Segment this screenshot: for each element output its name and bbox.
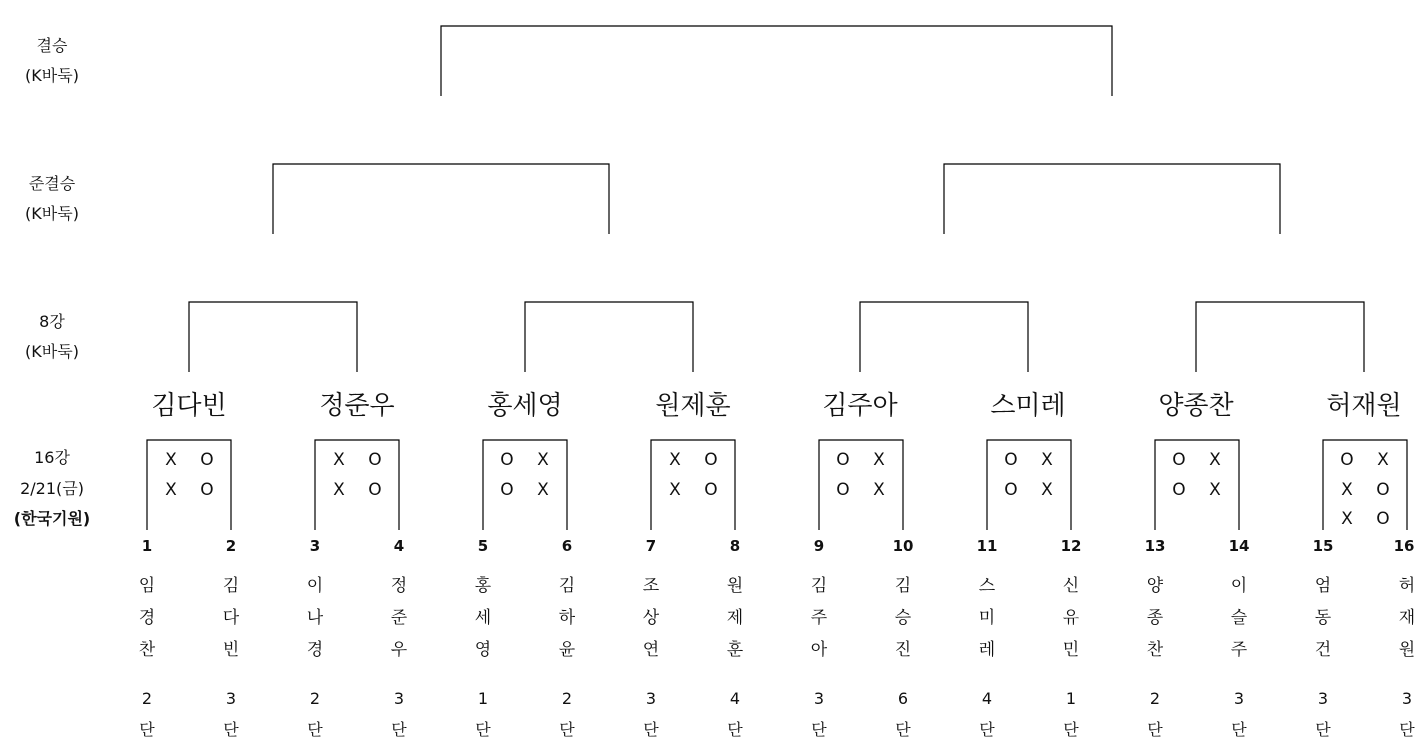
player-13 <box>1145 537 1166 739</box>
match-bracket-line <box>651 440 735 530</box>
player-rank-char: 단 <box>1231 720 1247 739</box>
player-14 <box>1229 537 1250 739</box>
player-seed: 6 <box>561 537 573 555</box>
player-seed: 1 <box>141 537 153 555</box>
player-name-char: 찬 <box>138 640 156 660</box>
player-rank-char: 2 <box>309 689 321 708</box>
game-result-mark: X <box>537 480 549 500</box>
player-rank-char: 6 <box>897 689 909 708</box>
player-seed: 7 <box>645 537 657 555</box>
player-rank-char: 단 <box>1315 720 1331 739</box>
semi-bracket-line-right <box>944 164 1280 234</box>
player-rank-char: 3 <box>225 689 237 708</box>
quarter-winner-name: 양종찬 <box>1158 391 1234 421</box>
game-result-mark: X <box>537 450 549 470</box>
game-result-mark: O <box>704 450 718 470</box>
player-seed: 9 <box>813 537 825 555</box>
player-name-char: 김 <box>894 576 912 596</box>
player-rank-char: 1 <box>477 689 489 708</box>
player-name-char: 양 <box>1146 576 1164 596</box>
player-rank-char: 단 <box>727 720 743 739</box>
player-rank-char: 3 <box>645 689 657 708</box>
player-rank-char: 3 <box>813 689 825 708</box>
game-result-mark: O <box>200 450 214 470</box>
round-final-venue: (K바둑) <box>25 66 79 85</box>
player-9 <box>811 537 828 739</box>
player-seed: 16 <box>1393 537 1415 555</box>
player-name-char: 김 <box>222 576 240 596</box>
round-final-name: 결승 <box>36 36 68 55</box>
round-quarter-venue: (K바둑) <box>25 342 79 361</box>
quarter-winner-name: 원제훈 <box>655 391 731 421</box>
quarter-bracket-line-4 <box>1196 302 1364 372</box>
player-rank-char: 단 <box>811 720 827 739</box>
match-bracket-line <box>987 440 1071 530</box>
match-bracket-line <box>147 440 231 530</box>
game-result-mark: X <box>333 480 345 500</box>
quarter-winner-name: 김주아 <box>822 391 898 421</box>
round-labels <box>14 36 90 528</box>
player-name-char: 다 <box>222 608 240 628</box>
match-6 <box>987 440 1071 530</box>
player-name-char: 민 <box>1062 640 1080 660</box>
game-result-mark: O <box>1376 480 1390 500</box>
match-7 <box>1155 440 1239 530</box>
quarter-bracket-line-3 <box>860 302 1028 372</box>
game-result-mark: X <box>1041 450 1053 470</box>
player-rank-char: 단 <box>1063 720 1079 739</box>
quarter-winners <box>151 391 1401 421</box>
player-seed: 11 <box>976 537 998 555</box>
player-name-char: 슬 <box>1230 608 1248 628</box>
quarter-winner-name: 정준우 <box>319 391 395 421</box>
player-seed: 3 <box>309 537 321 555</box>
game-result-mark: X <box>333 450 345 470</box>
game-result-mark: X <box>1341 480 1353 500</box>
semi-bracket-line-left <box>273 164 609 234</box>
game-result-mark: O <box>836 480 850 500</box>
player-name-char: 준 <box>390 608 408 628</box>
player-name-char: 연 <box>642 640 660 660</box>
game-result-mark: X <box>1209 480 1221 500</box>
quarter-winner-name: 스미레 <box>990 391 1066 421</box>
player-name-char: 정 <box>390 576 408 596</box>
player-6 <box>559 537 576 739</box>
player-name-char: 아 <box>810 640 828 660</box>
round-quarter-name: 8강 <box>39 312 65 331</box>
player-name-char: 영 <box>474 640 492 660</box>
player-name-char: 빈 <box>222 640 240 660</box>
match-4 <box>651 440 735 530</box>
player-name-char: 경 <box>138 608 156 628</box>
match-2 <box>315 440 399 530</box>
player-rank-char: 단 <box>223 720 239 739</box>
player-seed: 15 <box>1312 537 1334 555</box>
player-name-char: 주 <box>810 608 828 628</box>
player-seed: 10 <box>892 537 914 555</box>
player-5 <box>475 537 492 739</box>
player-name-char: 조 <box>642 576 660 596</box>
player-12 <box>1061 537 1082 739</box>
player-name-char: 엄 <box>1314 576 1332 596</box>
player-rank-char: 단 <box>643 720 659 739</box>
match-8 <box>1323 440 1407 530</box>
game-result-mark: O <box>1376 509 1390 529</box>
player-name-char: 유 <box>1062 608 1080 628</box>
player-rank-char: 단 <box>307 720 323 739</box>
player-rank-char: 단 <box>559 720 575 739</box>
player-name-char: 나 <box>306 608 324 628</box>
player-name-char: 원 <box>1398 640 1416 660</box>
game-result-mark: X <box>1041 480 1053 500</box>
player-rank-char: 단 <box>139 720 155 739</box>
player-name-char: 제 <box>726 608 744 628</box>
player-name-char: 재 <box>1398 608 1416 628</box>
player-name-char: 종 <box>1146 608 1164 628</box>
match-1 <box>147 440 231 530</box>
player-seed: 4 <box>393 537 405 555</box>
player-name-char: 우 <box>390 640 408 660</box>
player-name-char: 윤 <box>558 640 576 660</box>
game-result-mark: O <box>1172 480 1186 500</box>
player-rank-char: 2 <box>561 689 573 708</box>
player-3 <box>307 537 324 739</box>
quarter-bracket-line-1 <box>189 302 357 372</box>
player-name-char: 주 <box>1230 640 1248 660</box>
player-7 <box>643 537 660 739</box>
game-result-mark: X <box>669 480 681 500</box>
game-result-mark: O <box>836 450 850 470</box>
match-5 <box>819 440 903 530</box>
game-result-mark: X <box>873 480 885 500</box>
player-4 <box>391 537 408 739</box>
player-name-char: 신 <box>1062 576 1080 596</box>
player-rank-char: 1 <box>1065 689 1077 708</box>
player-name-char: 훈 <box>726 640 744 660</box>
player-name-char: 원 <box>726 576 744 596</box>
game-result-mark: O <box>500 480 514 500</box>
player-name-char: 동 <box>1314 608 1332 628</box>
player-rank-char: 단 <box>391 720 407 739</box>
match-bracket-line <box>315 440 399 530</box>
player-seed: 12 <box>1060 537 1082 555</box>
player-seed: 8 <box>729 537 741 555</box>
round-r16-date: 2/21(금) <box>20 479 84 498</box>
game-result-mark: X <box>1209 450 1221 470</box>
player-name-char: 세 <box>474 608 492 628</box>
quarter-bracket-line-2 <box>525 302 693 372</box>
player-10 <box>893 537 914 739</box>
player-seed: 14 <box>1228 537 1250 555</box>
player-rank-char: 2 <box>1149 689 1161 708</box>
player-rank-char: 단 <box>475 720 491 739</box>
match-bracket-line <box>1155 440 1239 530</box>
round-semi-venue: (K바둑) <box>25 204 79 223</box>
player-name-char: 임 <box>138 576 156 596</box>
quarter-winner-name: 허재원 <box>1326 391 1402 421</box>
match-bracket-line <box>1323 440 1407 530</box>
round-of-16-matches <box>147 440 1407 530</box>
game-result-mark: O <box>368 450 382 470</box>
player-15 <box>1313 537 1334 739</box>
game-result-mark: O <box>1172 450 1186 470</box>
game-result-mark: X <box>165 480 177 500</box>
game-result-mark: O <box>500 450 514 470</box>
game-result-mark: O <box>368 480 382 500</box>
quarter-winner-name: 김다빈 <box>151 391 227 421</box>
match-bracket-line <box>483 440 567 530</box>
player-name-char: 홍 <box>474 576 492 596</box>
game-result-mark: X <box>873 450 885 470</box>
player-name-char: 미 <box>978 608 996 628</box>
game-result-mark: X <box>1377 450 1389 470</box>
player-rank-char: 4 <box>981 689 993 708</box>
round-r16-venue: (한국기원) <box>13 509 91 528</box>
game-result-mark: O <box>1340 450 1354 470</box>
match-bracket-line <box>819 440 903 530</box>
player-name-char: 경 <box>306 640 324 660</box>
player-name-char: 승 <box>894 608 912 628</box>
round-r16-name: 16강 <box>34 448 70 467</box>
player-name-char: 김 <box>810 576 828 596</box>
player-rank-char: 단 <box>1147 720 1163 739</box>
match-3 <box>483 440 567 530</box>
player-name-char: 허 <box>1398 576 1416 596</box>
player-rank-char: 2 <box>141 689 153 708</box>
player-rank-char: 단 <box>1399 720 1415 739</box>
player-seed: 5 <box>477 537 489 555</box>
quarter-winner-name: 홍세영 <box>487 391 563 421</box>
player-name-char: 진 <box>894 640 912 660</box>
game-result-mark: X <box>1341 509 1353 529</box>
player-seed: 13 <box>1144 537 1166 555</box>
player-16 <box>1394 537 1416 739</box>
player-rank-char: 단 <box>895 720 911 739</box>
final-bracket-line <box>441 26 1112 96</box>
player-seed: 2 <box>225 537 237 555</box>
player-rank-char: 3 <box>1233 689 1245 708</box>
player-name-char: 건 <box>1314 640 1332 660</box>
player-name-char: 하 <box>558 608 576 628</box>
game-result-mark: X <box>669 450 681 470</box>
player-rank-char: 3 <box>1401 689 1413 708</box>
player-name-char: 이 <box>306 576 324 596</box>
game-result-mark: X <box>165 450 177 470</box>
player-name-char: 찬 <box>1146 640 1164 660</box>
player-name-char: 김 <box>558 576 576 596</box>
game-result-mark: O <box>704 480 718 500</box>
player-name-char: 스 <box>978 576 996 596</box>
player-name-char: 레 <box>978 640 996 660</box>
game-result-mark: O <box>200 480 214 500</box>
player-11 <box>977 537 998 739</box>
game-result-mark: O <box>1004 480 1018 500</box>
player-rank-char: 단 <box>979 720 995 739</box>
player-2 <box>223 537 240 739</box>
player-1 <box>139 537 156 739</box>
player-rank-char: 4 <box>729 689 741 708</box>
round-semi-name: 준결승 <box>28 174 76 193</box>
player-name-char: 이 <box>1230 576 1248 596</box>
game-result-mark: O <box>1004 450 1018 470</box>
player-name-char: 상 <box>642 608 660 628</box>
player-8 <box>727 537 744 739</box>
player-rank-char: 3 <box>393 689 405 708</box>
round-of-16-players <box>139 537 1415 739</box>
player-rank-char: 3 <box>1317 689 1329 708</box>
